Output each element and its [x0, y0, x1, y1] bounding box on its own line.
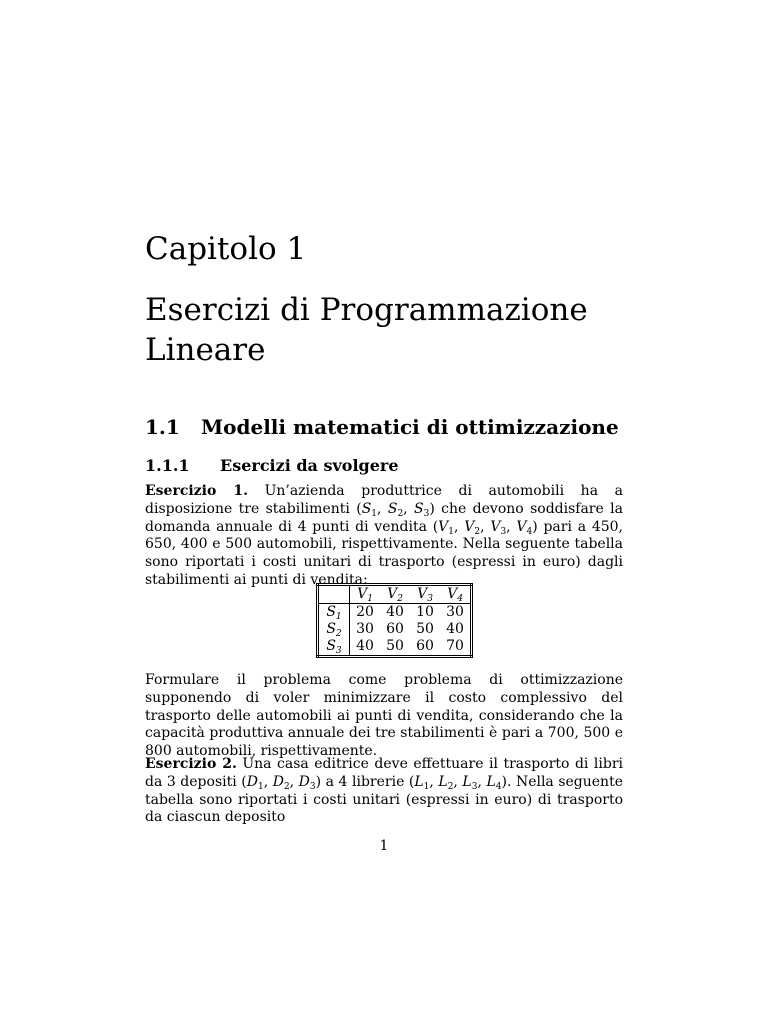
math-symbol: V — [490, 518, 501, 535]
table-cell: 10 — [416, 604, 434, 620]
math-subscript: 2 — [397, 508, 404, 519]
table-cell: 30 — [446, 604, 464, 620]
math-symbol: S — [387, 500, 398, 517]
text-run: , — [454, 518, 465, 535]
table-cell: 20 — [356, 604, 374, 620]
text-run: , — [289, 773, 299, 790]
math-symbol: L — [414, 773, 424, 790]
text-run: ) che devono soddisfare la domanda annuale di 4 punti di vendita ( — [145, 500, 623, 535]
table-cell: 40 — [446, 621, 464, 637]
math-subscript: 2 — [283, 781, 290, 792]
math-subscript: 3 — [471, 781, 478, 792]
row-header: $S_1$ — [318, 604, 350, 622]
column-header: $V_4$ — [440, 585, 472, 604]
text-run: , — [263, 773, 273, 790]
table-row — [318, 604, 472, 622]
subsection-number: 1.1.1 — [145, 456, 190, 475]
math-symbol: V — [464, 518, 475, 535]
table-cell: 60 — [416, 638, 434, 654]
math-symbol: V — [438, 518, 449, 535]
math-subscript: 1 — [257, 781, 264, 792]
page-number: 1 — [379, 838, 389, 854]
math-subscript: 4 — [495, 781, 502, 792]
text-run: ). Nella seguente tabella sono riportati i costi unitari (espressi in euro) di trasporto da ciascun deposito — [145, 773, 623, 826]
math-symbol: D — [246, 773, 258, 790]
math-subscript: 3 — [500, 526, 507, 537]
math-symbol: L — [438, 773, 448, 790]
text-run: , — [377, 500, 388, 517]
table-cell: 50 — [416, 621, 434, 637]
exercise-1-label: Esercizio 1. — [145, 483, 248, 499]
math-symbol: D — [298, 773, 310, 790]
table-header-row — [318, 585, 472, 604]
table-cell: 60 — [386, 621, 404, 637]
math-subscript: 1 — [371, 508, 378, 519]
text-run: Un’azienda produttrice di automobili ha a disposizione tre stabilimenti ( — [145, 483, 623, 517]
exercise-2-label: Esercizio 2. — [145, 756, 237, 772]
section-number: 1.1 — [145, 415, 180, 439]
text-run: , — [453, 773, 463, 790]
math-symbol: L — [462, 773, 472, 790]
row-header: $S_3$ — [318, 638, 350, 657]
math-subscript: 4 — [526, 526, 533, 537]
math-subscript: 2 — [474, 526, 481, 537]
table-cell: 30 — [356, 621, 374, 637]
section-title: Modelli matematici di ottimizzazione — [201, 415, 619, 439]
math-symbol: D — [272, 773, 284, 790]
exercise-2-text — [145, 756, 623, 827]
transport-cost-table — [316, 583, 473, 658]
chapter-title — [145, 290, 665, 370]
exercise-1-text — [145, 483, 623, 590]
math-symbol: V — [516, 518, 527, 535]
math-symbol: L — [486, 773, 496, 790]
chapter-title-line-1: Esercizi di Programmazione — [145, 292, 588, 328]
chapter-title-line-2: Lineare — [145, 332, 266, 368]
column-header: $V_1$ — [350, 585, 381, 604]
text-run: , — [403, 500, 414, 517]
exercise-1-question: Formulare il problema come problema di ottimizzazione supponendo di voler minimizzare il costo complessivo del trasporto delle automobili ai punti di vendita, considerando che la capacità produttiva annuale dei tre stabilimenti è pari a 700, 500 e 800 automobili, rispettivamente. — [145, 672, 623, 760]
math-subscript: 1 — [423, 781, 430, 792]
text-run: , — [480, 518, 491, 535]
math-subscript: 3 — [423, 508, 430, 519]
table-cell: 40 — [356, 638, 374, 654]
row-header: $S_2$ — [318, 621, 350, 638]
text-run: Una casa editrice deve effettuare il trasporto di libri da 3 depositi ( — [145, 756, 623, 790]
text-run: , — [477, 773, 487, 790]
math-subscript: 3 — [309, 781, 316, 792]
subsection-title: Esercizi da svolgere — [220, 456, 399, 475]
math-subscript: 2 — [447, 781, 454, 792]
table-cell: 70 — [446, 638, 464, 654]
subsection-heading — [145, 455, 399, 477]
math-symbol: S — [361, 500, 372, 517]
column-header: $V_3$ — [410, 585, 440, 604]
table-row — [318, 621, 472, 638]
section-heading — [145, 414, 619, 440]
text-run: , — [429, 773, 439, 790]
table-corner-cell — [318, 585, 350, 604]
math-symbol: S — [414, 500, 424, 517]
table-row — [318, 638, 472, 657]
text-run: , — [506, 518, 517, 535]
column-header: $V_2$ — [380, 585, 410, 604]
chapter-heading: Capitolo 1 — [145, 231, 307, 267]
text-run: ) pari a 450, 650, 400 e 500 automobili, rispettivamente. Nella seguente tabella sono riportati i costi unitari di trasporto (espressi in euro) dagli stabilimenti ai punti di vendita: — [145, 518, 623, 588]
text-run: ) a 4 librerie ( — [315, 773, 415, 790]
table-cell: 40 — [386, 604, 404, 620]
math-subscript: 1 — [448, 526, 455, 537]
table-cell: 50 — [386, 638, 404, 654]
